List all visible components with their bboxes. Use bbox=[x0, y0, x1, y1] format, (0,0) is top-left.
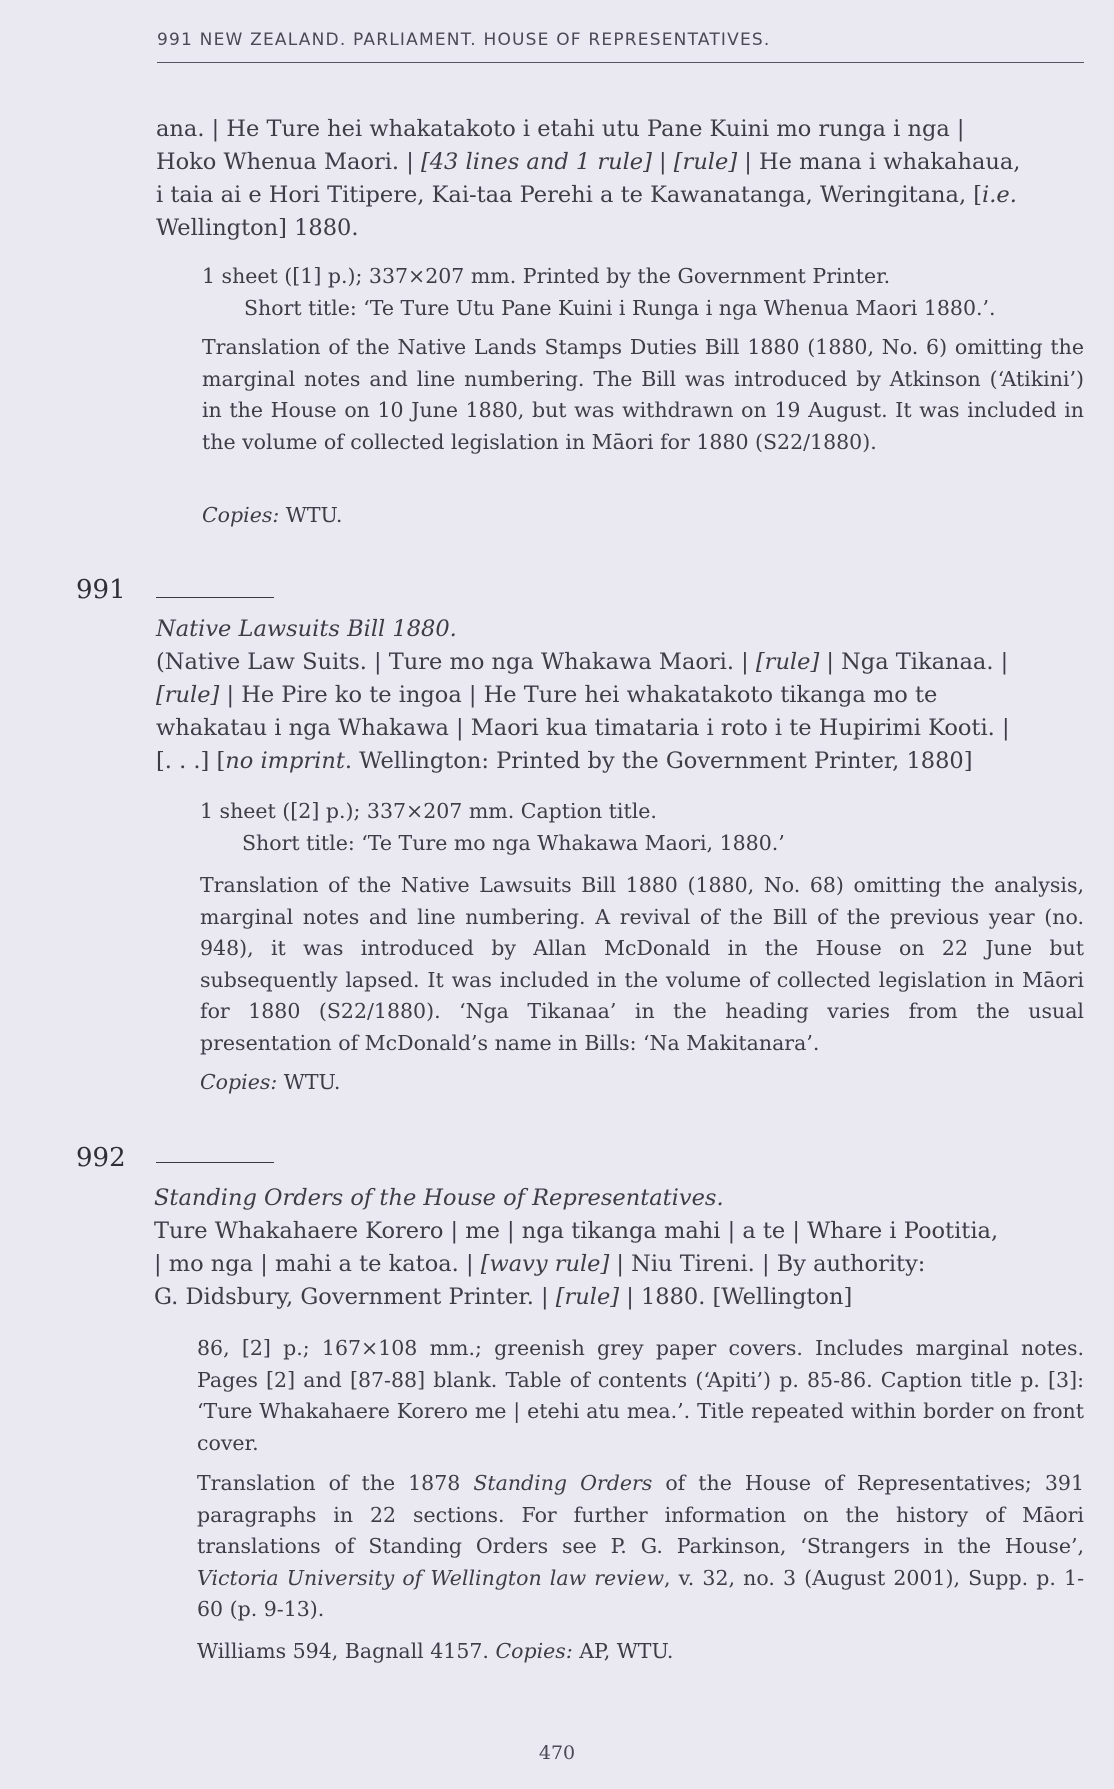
entry-dash bbox=[156, 1162, 274, 1163]
text-span: i taia ai e Hori Titipere, Kai-taa Perehi a te Kawanatanga, Weringitana, [ bbox=[156, 182, 983, 208]
header-rule bbox=[157, 62, 1084, 63]
entry-title: Native Lawsuits Bill 1880. bbox=[156, 616, 457, 642]
references: Williams 594, Bagnall 4157. bbox=[197, 1639, 496, 1663]
copies-value: WTU. bbox=[277, 1070, 341, 1094]
text-span: . Wellington: Printed by the Government Printer, 1880] bbox=[344, 748, 973, 774]
text-span: (Native Law Suits. | Ture mo nga Whakawa Maori. | bbox=[156, 649, 756, 675]
copies-label: Copies: bbox=[200, 1070, 278, 1094]
entry-dash bbox=[156, 597, 274, 598]
transcription-line bbox=[156, 745, 1084, 778]
text-span: [rule] bbox=[673, 149, 738, 175]
physical-description bbox=[200, 796, 1084, 859]
transcription-line bbox=[156, 679, 1084, 712]
transcription-line bbox=[154, 1215, 1084, 1248]
text-span: | Niu Tireni. | By authority: bbox=[609, 1251, 926, 1277]
short-title: Short title: ‘Te Ture Utu Pane Kuini i Runga i nga Whenua Maori 1880.’. bbox=[244, 295, 996, 320]
text-span: [. . .] [ bbox=[156, 748, 226, 774]
physical-description bbox=[197, 1333, 1084, 1459]
text-span: Wellington] 1880. bbox=[156, 215, 359, 241]
text-span: [rule] bbox=[156, 682, 220, 708]
short-title: Short title: ‘Te Ture mo nga Whakawa Maori, 1880.’ bbox=[242, 830, 785, 855]
text-span: Ture Whakahaere Korero | me | nga tikanga mahi | a te | Whare i Pootitia, bbox=[154, 1218, 999, 1244]
text-span: | mo nga | mahi a te katoa. | bbox=[154, 1251, 481, 1277]
page-number: 470 bbox=[538, 1742, 576, 1764]
transcription-line bbox=[156, 712, 1084, 745]
entry-992 bbox=[154, 1182, 1084, 1314]
transcription-line bbox=[156, 146, 1084, 179]
text: 1 sheet ([1] p.); 337×207 mm. Printed by the Government Printer. bbox=[202, 264, 891, 288]
text: Translation of the Native Lawsuits Bill 1880 (1880, No. 68) omitting the analysis, marginal notes and line numbering. A revival of the Bill of the previous year (no. 948), it was introduced by Allan McDonald in the House on 22 June but subsequently lapsed. It was included in the volume of collected legislation in Māori for 1880 (S22/1880). ‘Nga Tikanaa’ in the heading varies from the usual presentation of McDonald’s name in Bills: ‘Na Makitanara’. bbox=[200, 873, 1084, 1055]
text: 1 sheet ([2] p.); 337×207 mm. Caption title. bbox=[200, 799, 657, 823]
transcription-line bbox=[154, 1248, 1084, 1281]
transcription-line bbox=[156, 212, 1084, 245]
text-span: , v. 32, no. 3 (August 2001), Supp. p. 1-60 (p. 9-13). bbox=[197, 1565, 1084, 1621]
text-span: | bbox=[651, 149, 674, 175]
text-span: i.e. bbox=[982, 182, 1017, 208]
transcription-line bbox=[156, 179, 1084, 212]
physical-description bbox=[202, 261, 1084, 324]
text-span: | He mana i whakahaua, bbox=[737, 149, 1021, 175]
copies-label: Copies: bbox=[202, 503, 280, 527]
text-span: no imprint bbox=[225, 748, 345, 774]
text-span: [rule] bbox=[755, 649, 820, 675]
text-span: | 1880. [Wellington] bbox=[619, 1284, 853, 1310]
entry-note bbox=[200, 870, 1084, 1059]
entry-number: 991 bbox=[76, 575, 126, 605]
text-span: of the House of Representatives; 391 paragraphs in 22 sections. For further information on the history of Māori translations of Standing Orders see P. G. Parkinson, ‘Strangers in the House’, bbox=[197, 1471, 1084, 1558]
entry-title: Standing Orders of the House of Representatives. bbox=[154, 1185, 724, 1211]
running-head: 991 NEW ZEALAND. PARLIAMENT. HOUSE OF REPRESENTATIVES. bbox=[157, 30, 771, 50]
copies-line bbox=[202, 500, 342, 532]
text-span: | Nga Tikanaa. | bbox=[819, 649, 1009, 675]
text-span: whakatau i nga Whakawa | Maori kua timataria i roto i te Hupirimi Kooti. | bbox=[156, 715, 1010, 741]
continued-entry-transcription bbox=[156, 113, 1084, 245]
entry-note bbox=[202, 332, 1084, 458]
copies-value: WTU. bbox=[279, 503, 343, 527]
text-span: G. Didsbury, Government Printer. | bbox=[154, 1284, 556, 1310]
text-span: [43 lines and 1 rule] bbox=[420, 149, 652, 175]
text-span: Translation of the 1878 bbox=[197, 1471, 474, 1495]
text-span: Hoko Whenua Maori. | bbox=[156, 149, 421, 175]
references-line bbox=[197, 1636, 673, 1668]
text: 86, [2] p.; 167×108 mm.; greenish grey paper covers. Includes marginal notes. Pages [2] and [87-88] blank. Table of contents (‘Apiti’) p. 85-86. Caption title p. [3]: ‘Ture Whakahaere Korero me | etehi atu mea.’. Title repeated within border on front cover. bbox=[197, 1336, 1084, 1455]
copies-line bbox=[200, 1067, 340, 1099]
transcription-line bbox=[154, 1281, 1084, 1314]
text-span: ana. | He Ture hei whakatakoto i etahi utu Pane Kuini mo runga i nga | bbox=[156, 116, 965, 142]
entry-991 bbox=[156, 613, 1084, 778]
transcription-line bbox=[156, 113, 1084, 146]
text-span: Standing Orders bbox=[473, 1471, 653, 1495]
text-span: Victoria University of Wellington law review bbox=[197, 1565, 664, 1590]
text-span: [rule] bbox=[555, 1284, 620, 1310]
text: Translation of the Native Lands Stamps Duties Bill 1880 (1880, No. 6) omitting the marginal notes and line numbering. The Bill was introduced by Atkinson (‘Atikini’) in the House on 10 June 1880, but was withdrawn on 19 August. It was included in the volume of collected legislation in Māori for 1880 (S22/1880). bbox=[202, 335, 1084, 454]
entry-note bbox=[197, 1468, 1084, 1626]
copies-label: Copies: bbox=[495, 1639, 573, 1663]
transcription-line bbox=[156, 646, 1084, 679]
text-span: | He Pire ko te ingoa | He Ture hei whakatakoto tikanga mo te bbox=[219, 682, 938, 708]
copies-value: AP, WTU. bbox=[572, 1639, 674, 1663]
entry-number: 992 bbox=[76, 1143, 126, 1173]
text-span: [wavy rule] bbox=[480, 1251, 610, 1277]
